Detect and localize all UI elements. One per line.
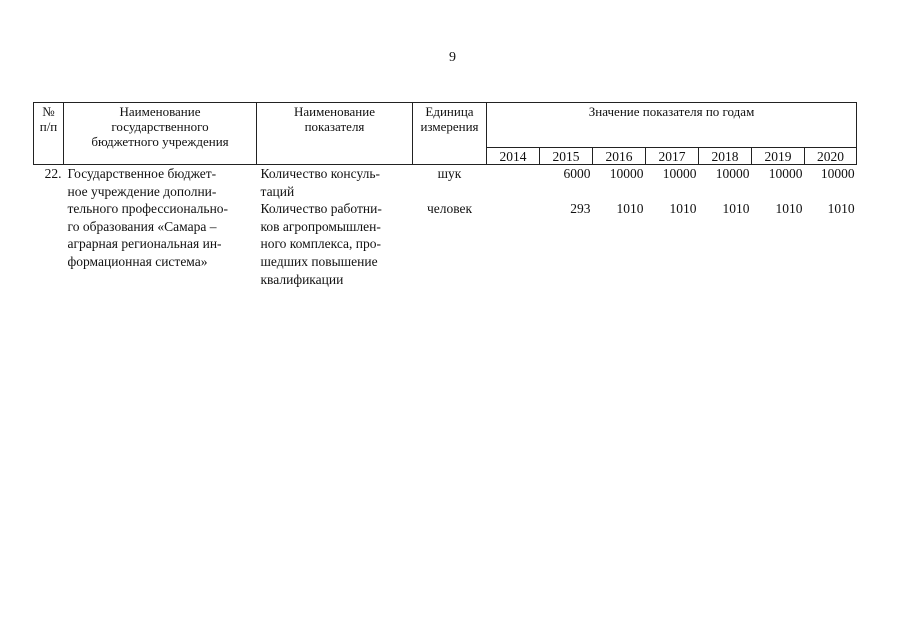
header-year: 2016 xyxy=(593,148,646,165)
indicator-value: 10000 xyxy=(820,166,855,181)
indicator-unit: человек xyxy=(426,201,473,217)
row-number: 22. xyxy=(44,166,62,181)
header-year: 2020 xyxy=(805,148,857,165)
indicator-value: 1010 xyxy=(827,201,855,217)
indicator-value: 1010 xyxy=(616,201,644,217)
header-year: 2015 xyxy=(540,148,593,165)
indicator-value: 293 xyxy=(570,201,591,217)
indicator-value: 10000 xyxy=(768,166,803,181)
indicator-name: Количество работни- ков агропромышлен- ного комплекса, про- шедших повышение квалификации xyxy=(260,201,382,287)
indicator-value: 1010 xyxy=(775,201,803,217)
header-values-title: Значение показателя по годам xyxy=(487,103,857,148)
indicator-value xyxy=(487,165,540,201)
header-year: 2014 xyxy=(487,148,540,165)
table-row xyxy=(34,165,857,201)
table-header xyxy=(34,103,857,165)
header-indicator: Наименование показателя xyxy=(257,103,413,165)
indicator-value xyxy=(487,200,540,288)
organization-name: Государственное бюджет- ное учреждение дополни- тельного профессионально- го образования «Самара – аграрная региональная ин- формационная система» xyxy=(67,166,229,269)
header-num: № п/п xyxy=(34,103,64,165)
indicator-value: 10000 xyxy=(609,166,644,181)
indicators-table xyxy=(33,102,857,288)
header-org: Наименование государственного бюджетного учреждения xyxy=(64,103,257,165)
indicator-name: Количество консуль- таций xyxy=(260,166,380,199)
page-number: 9 xyxy=(449,50,456,65)
indicator-value: 10000 xyxy=(715,166,750,181)
header-year: 2018 xyxy=(699,148,752,165)
header-year: 2017 xyxy=(646,148,699,165)
indicator-unit: шук xyxy=(437,166,462,181)
header-unit: Единица измерения xyxy=(413,103,487,165)
indicator-value: 1010 xyxy=(722,201,750,217)
indicator-value: 10000 xyxy=(662,166,697,181)
indicator-value: 6000 xyxy=(563,166,591,181)
indicator-value: 1010 xyxy=(669,201,697,217)
header-year: 2019 xyxy=(752,148,805,165)
